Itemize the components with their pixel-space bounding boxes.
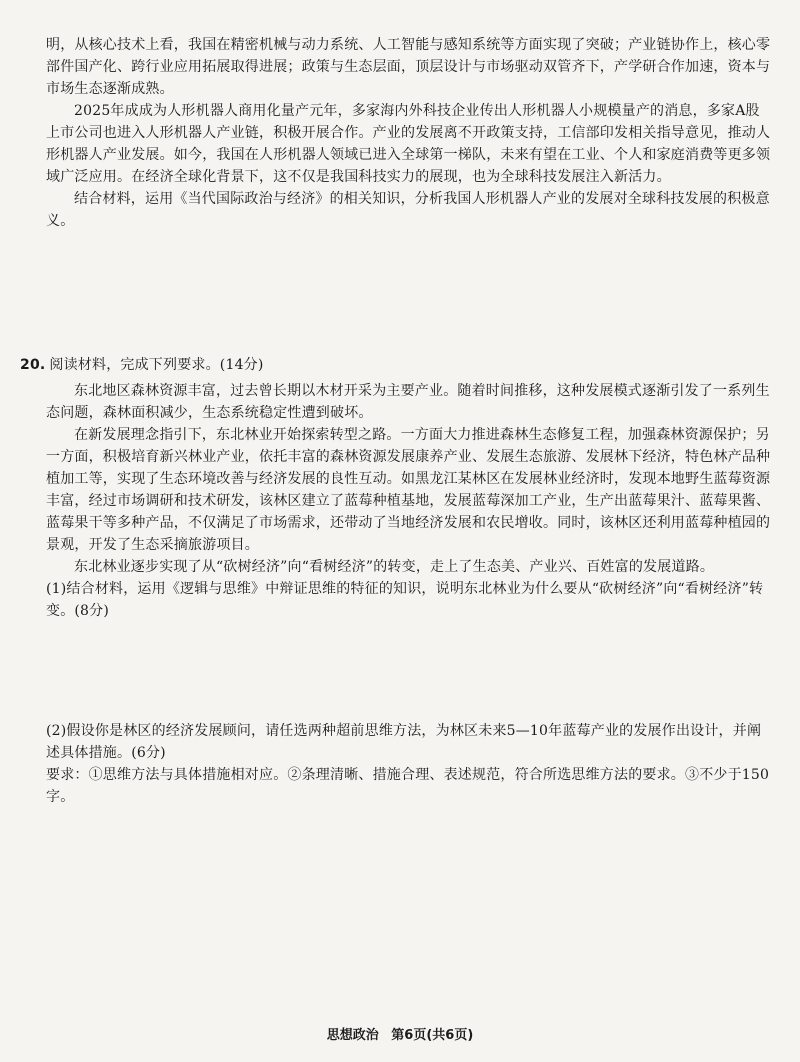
sub-question-1: (1)结合材料，运用《逻辑与思维》中辩证思维的特征的知识，说明东北林业为什么要从“砍树经济”向“看树经济”转变。(8分) (46, 581, 764, 619)
question-20-material (46, 380, 772, 622)
subject-name: 思想政治 (326, 1028, 379, 1043)
question-20-header (20, 354, 772, 376)
page-footer (0, 1024, 800, 1043)
material-paragraph: 2025年成成为人形机器人商用化量产元年，多家海内外科技企业传出人形机器人小规模量产的消息，多家A股上市公司也进入人形机器人产业链，积极开展合作。产业的发展离不开政策支持，工信部印发相关指导意见，推动人形机器人产业发展。如今，我国在人形机器人领域已进入全球第一梯队，未来有望在工业、个人和家庭消费等更多领域广泛应用。在经济全球化背景下，这不仅是我国科技实力的展现，也为全球科技发展注入新活力。 (46, 103, 771, 185)
material-paragraph: 在新发展理念指引下，东北林业开始探索转型之路。一方面大力推进森林生态修复工程，加强森林资源保护；另一方面，积极培育新兴林业产业，依托丰富的森林资源发展康养产业、发展生态旅游、发展林下经济，特色林产品种植加工等，实现了生态环境改善与经济发展的良性互动。如黑龙江某林区在发展林业经济时，发现本地野生蓝莓资源丰富，经过市场调研和技术研发，该林区建立了蓝莓种植基地，发展蓝莓深加工产业，生产出蓝莓果汁、蓝莓果酱、蓝莓果干等多种产品，不仅满足了市场需求，还带动了当地经济发展和农民增收。同时，该林区还利用蓝莓种植园的景观，开发了生态采摘旅游项目。 (46, 427, 771, 553)
answer-requirements: 要求：①思维方法与具体措施相对应。②条理清晰、措施合理、表述规范，符合所选思维方法的要求。③不少于150字。 (46, 767, 770, 805)
sub-question-2: (2)假设你是林区的经济发展顾问，请任选两种超前思维方法，为林区未来5—10年蓝莓产业的发展作出设计，并阐述具体措施。(6分) (46, 723, 762, 761)
question-number: 20. (20, 357, 46, 373)
question-prompt: 结合材料，运用《当代国际政治与经济》的相关知识，分析我国人形机器人产业的发展对全球科技发展的积极意义。 (46, 191, 770, 229)
page-number: 第6页(共6页) (391, 1028, 474, 1043)
question-instruction: 阅读材料，完成下列要求。(14分) (49, 357, 264, 373)
question-19-continued (46, 34, 772, 232)
material-paragraph: 明，从核心技术上看，我国在精密机械与动力系统、人工智能与感知系统等方面实现了突破；产业链协作上，核心零部件国产化、跨行业应用拓展取得进展；政策与生态层面，顶层设计与市场驱动双管齐下，产学研合作加速，资本与市场生态逐渐成熟。 (46, 37, 771, 97)
material-paragraph: 东北林业逐步实现了从“砍树经济”向“看树经济”的转变，走上了生态美、产业兴、百姓富的发展道路。 (74, 559, 715, 575)
material-paragraph: 东北地区森林资源丰富，过去曾长期以木材开采为主要产业。随着时间推移，这种发展模式逐渐引发了一系列生态问题，森林面积减少，生态系统稳定性遭到破坏。 (46, 383, 770, 421)
question-20-part-2 (46, 720, 772, 808)
